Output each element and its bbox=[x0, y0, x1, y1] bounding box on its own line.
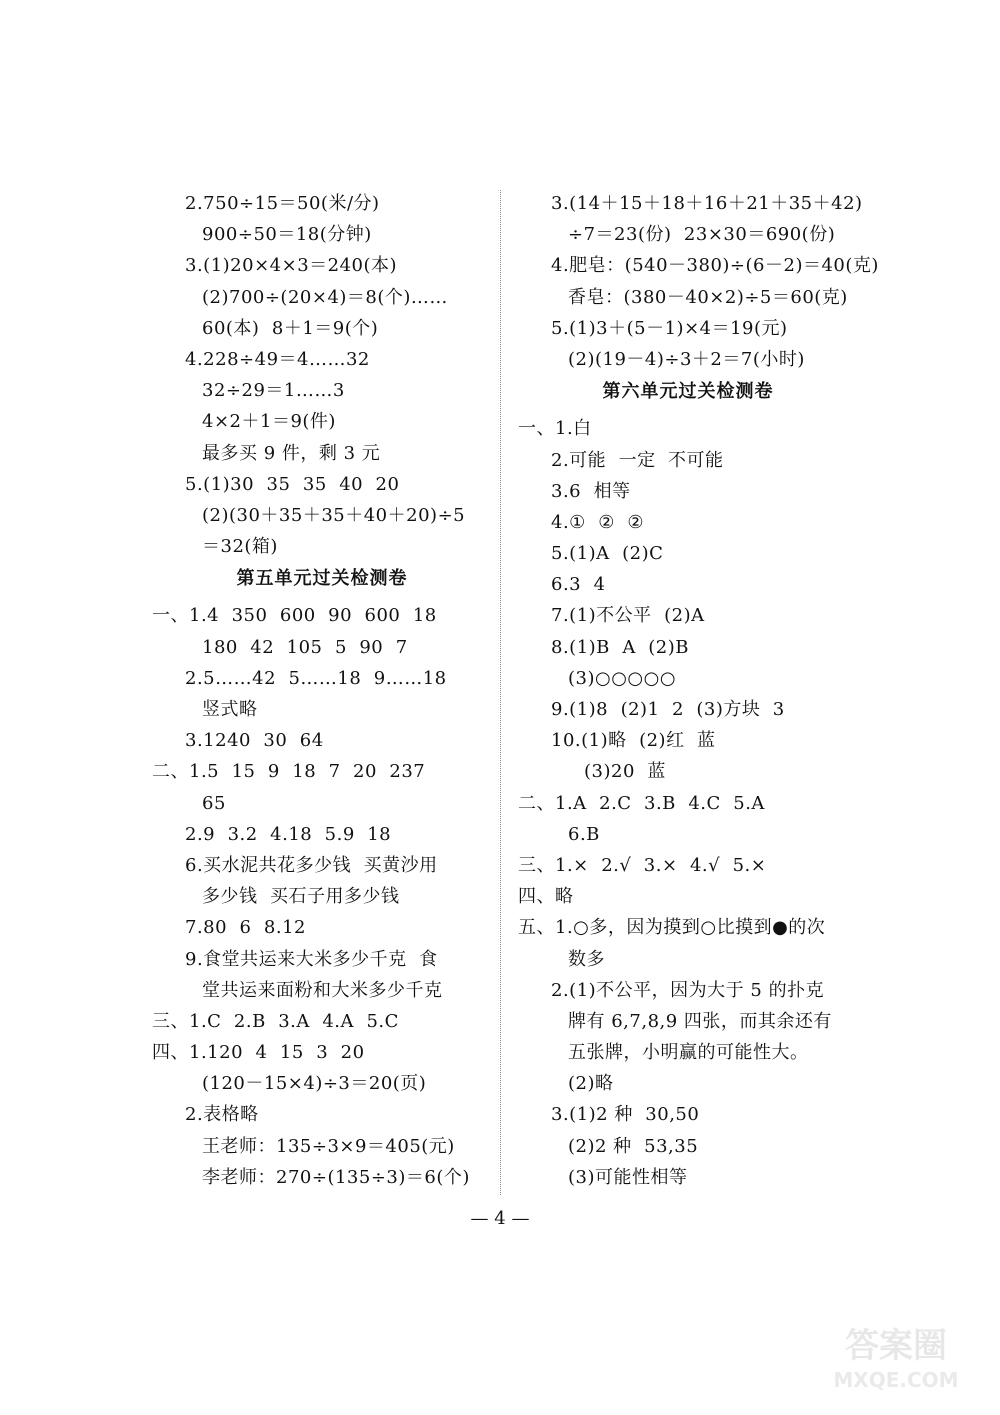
section-heading: 第五单元过关检测卷 bbox=[236, 568, 408, 590]
answer-line: 60(本) 8＋1＝9(个) bbox=[202, 317, 379, 339]
answer-line: 7.80 6 8.12 bbox=[185, 917, 306, 939]
answer-line: 4.肥皂：(540－380)÷(6－2)＝40(克) bbox=[551, 255, 879, 277]
answer-line: 6.B bbox=[568, 823, 600, 845]
watermark-text-top: 答案圈 bbox=[845, 1326, 947, 1366]
answer-line: 6.3 4 bbox=[551, 574, 606, 596]
answer-line: 堂共运来面粉和大米多少千克 bbox=[202, 979, 443, 1001]
answer-line: ÷7＝23(份) 23×30＝690(份) bbox=[568, 224, 836, 246]
answer-line: (2)(30＋35＋35＋40＋20)÷5 bbox=[202, 504, 466, 526]
answer-line: 3.(14＋15＋18＋16＋21＋35＋42) bbox=[551, 193, 863, 214]
answer-line: 900÷50＝18(分钟) bbox=[202, 224, 372, 246]
watermark-text-bottom: MXQE.COM bbox=[833, 1368, 959, 1392]
section-heading: 第六单元过关检测卷 bbox=[602, 381, 774, 403]
answer-line: 四、1.120 4 15 3 20 bbox=[152, 1042, 365, 1064]
answer-line: 2.可能 一定 不可能 bbox=[551, 449, 724, 471]
answer-line: 数多 bbox=[568, 948, 605, 970]
answer-line: (3)○○○○○ bbox=[568, 667, 677, 689]
answer-line: 多少钱 买石子用多少钱 bbox=[202, 886, 400, 908]
answer-line: 4.① ② ② bbox=[551, 511, 644, 533]
answer-line: 8.(1)B A (2)B bbox=[551, 636, 690, 658]
answer-line: (3)20 蓝 bbox=[584, 761, 666, 783]
right-column bbox=[518, 188, 879, 1193]
answer-line: (120－15×4)÷3＝20(页) bbox=[202, 1073, 427, 1095]
answer-line: 65 bbox=[202, 792, 226, 814]
column-divider bbox=[500, 190, 501, 1195]
answer-line: 5.(1)30 35 35 40 20 bbox=[185, 473, 400, 495]
answer-line: 3.1240 30 64 bbox=[185, 730, 324, 752]
answer-line: (2)略 bbox=[568, 1073, 614, 1095]
answer-line: 180 42 105 5 90 7 bbox=[202, 636, 408, 658]
answer-line: 4.228÷49＝4……32 bbox=[185, 348, 370, 370]
watermark-logo bbox=[816, 1317, 976, 1395]
answer-line: 四、略 bbox=[518, 886, 574, 908]
answer-line: 3.(1)20×4×3＝240(本) bbox=[185, 255, 398, 277]
answer-line: 一、1.白 bbox=[518, 418, 592, 440]
page-number: — 4 — bbox=[470, 1208, 530, 1229]
answer-line: 一、1.4 350 600 90 600 18 bbox=[152, 605, 437, 627]
answer-line: 2.5……42 5……18 9……18 bbox=[185, 667, 447, 689]
answer-line: 2.表格略 bbox=[185, 1104, 259, 1126]
answer-line: 王老师：135÷3×9＝405(元) bbox=[202, 1135, 455, 1157]
answer-line: 32÷29＝1……3 bbox=[202, 380, 345, 402]
answer-line: 10.(1)略 (2)红 蓝 bbox=[551, 730, 716, 752]
answer-line: (2)700÷(20×4)＝8(个)…… bbox=[202, 286, 448, 308]
answer-line: 香皂：(380－40×2)÷5＝60(克) bbox=[568, 286, 848, 308]
answer-line: 4×2＋1＝9(件) bbox=[202, 411, 336, 433]
answer-line: 二、1.5 15 9 18 7 20 237 bbox=[152, 761, 426, 783]
answer-line: 6.买水泥共花多少钱 买黄沙用 bbox=[185, 854, 438, 876]
answer-line: 五张牌，小明赢的可能性大。 bbox=[568, 1042, 809, 1064]
answer-line: 2.(1)不公平，因为大于 5 的扑克 bbox=[551, 979, 825, 1001]
answer-line: 二、1.A 2.C 3.B 4.C 5.A bbox=[518, 792, 765, 814]
answer-line: 牌有 6,7,8,9 四张，而其余还有 bbox=[568, 1010, 832, 1032]
answer-line: 2.9 3.2 4.18 5.9 18 bbox=[185, 823, 392, 845]
answer-line: (2)2 种 53,35 bbox=[568, 1135, 699, 1157]
answer-line: 三、1.C 2.B 3.A 4.A 5.C bbox=[152, 1010, 399, 1032]
answer-line: 3.6 相等 bbox=[551, 480, 631, 502]
answer-line: 2.750÷15＝50(米/分) bbox=[185, 193, 380, 214]
answer-line: 9.食堂共运来大米多少千克 食 bbox=[185, 948, 438, 970]
answer-line: 最多买 9 件，剩 3 元 bbox=[202, 442, 381, 464]
answer-line: 3.(1)2 种 30,50 bbox=[551, 1104, 700, 1126]
answer-line: 竖式略 bbox=[202, 699, 258, 720]
answer-line: ＝32(箱) bbox=[202, 536, 278, 558]
answer-line: 李老师：270÷(135÷3)＝6(个) bbox=[202, 1166, 470, 1188]
answer-line: 9.(1)8 (2)1 2 (3)方块 3 bbox=[551, 699, 785, 720]
answer-line: 五、1.○多，因为摸到○比摸到●的次 bbox=[518, 917, 826, 939]
answer-line: 7.(1)不公平 (2)A bbox=[551, 605, 705, 627]
answer-line: (2)(19－4)÷3＋2＝7(小时) bbox=[568, 348, 805, 370]
answer-line: (3)可能性相等 bbox=[568, 1166, 688, 1188]
answer-line: 5.(1)A (2)C bbox=[551, 543, 664, 565]
answer-line: 三、1.× 2.√ 3.× 4.√ 5.× bbox=[518, 854, 767, 876]
answer-line: 5.(1)3＋(5－1)×4＝19(元) bbox=[551, 317, 788, 339]
left-column bbox=[152, 188, 492, 1193]
